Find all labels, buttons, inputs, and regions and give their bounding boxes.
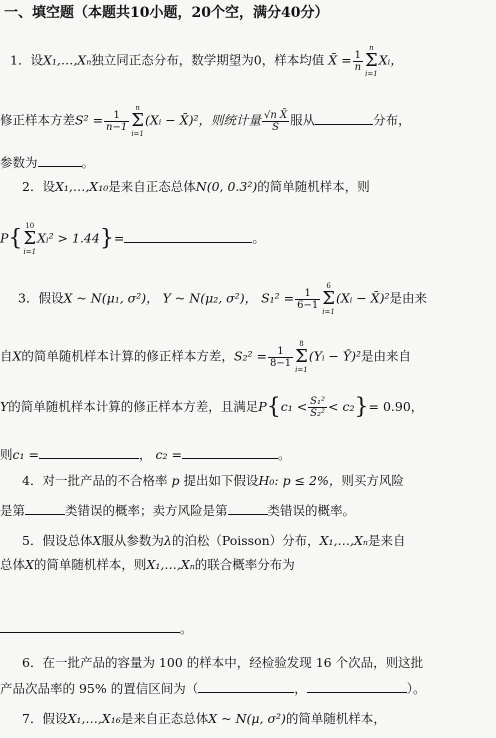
q3-sum-2: 8 Σ i=1 bbox=[295, 340, 308, 374]
question-3-line-3: Y的简单随机样本计算的修正样本方差，且满足P{c₁ < $\frac{\text{S₁²}}{\text{S₂²}}$ < c₂}= 0.90， bbox=[0, 394, 424, 420]
question-2-line-1 bbox=[22, 178, 496, 196]
q4-h0: H₀: p ≤ 2%， bbox=[258, 473, 342, 488]
q1-vars: X₁,…,Xₙ bbox=[42, 52, 92, 68]
q3-text-7: 则 bbox=[0, 447, 13, 462]
q4-text-6: 类错误的概率。 bbox=[267, 503, 356, 518]
q7-vars: X₁,…,X₁₆ bbox=[67, 711, 121, 726]
question-3-line-1 bbox=[18, 282, 496, 316]
q5-text-5: 总体 bbox=[0, 557, 26, 572]
q3-fraction: $\frac{1}{6-1}$ bbox=[297, 287, 319, 311]
q4-blank-buyer[interactable] bbox=[25, 503, 65, 515]
q2-eq: = bbox=[113, 230, 125, 246]
question-6-line-2 bbox=[0, 680, 496, 698]
q1-text-7: 。 bbox=[81, 155, 95, 170]
q4-p: p bbox=[171, 473, 180, 488]
q3-sum: 6 Σ i=1 bbox=[322, 282, 335, 316]
question-5-line-2 bbox=[0, 556, 496, 574]
q3-s2: S₂² = bbox=[233, 348, 267, 364]
q1-statistic: $\frac{\text{√n X̄}}{S}$ bbox=[263, 109, 288, 133]
q3-y: Y bbox=[0, 399, 9, 414]
q3-y-dist: Y ~ N(μ₂, σ²)， bbox=[162, 290, 258, 306]
q1-text-6: 参数为 bbox=[0, 155, 38, 170]
q5-text-7: 的联合概率分布为 bbox=[194, 557, 295, 572]
q2-text-2: 是来自正态总体 bbox=[108, 179, 196, 194]
q2-dist: N(0, 0.3²) bbox=[195, 179, 258, 194]
q4-text-1: 4．对一批产品的不合格率 bbox=[22, 473, 168, 488]
q1-fraction-2: $\frac{1}{n-1}$ bbox=[106, 109, 128, 133]
q1-text-1: 1．设 bbox=[10, 52, 43, 68]
q1-sum-2: n Σ i=1 bbox=[131, 104, 144, 138]
q3-text-6: 的简单随机样本计算的修正样本方差，且满足 bbox=[8, 399, 259, 414]
question-2-line-2: P{ 10 Σ i=1 Xᵢ² > 1.44}= 。 bbox=[0, 222, 265, 256]
question-1-line-3 bbox=[0, 154, 496, 172]
q1-xbar: X̄ = bbox=[328, 52, 352, 68]
question-5-answer bbox=[0, 620, 496, 638]
q3-x-dist: X ~ N(μ₁, σ²)， bbox=[63, 290, 159, 306]
q3-comma: ， bbox=[138, 447, 152, 462]
section-title: 一、填空题（本题共10小题，20个空，满分40分） bbox=[4, 5, 329, 21]
q1-sum2-term: (Xᵢ − X̄)²，则统计量 bbox=[144, 112, 261, 128]
q1-text-5: 分布， bbox=[373, 112, 411, 128]
q1-text-2: 独立同正态分布，数学期望为0，样本均值 bbox=[91, 52, 325, 68]
question-1-line-1 bbox=[10, 44, 496, 78]
q6-comma: ， bbox=[294, 681, 307, 696]
q6-blank-lower[interactable] bbox=[198, 681, 294, 693]
q4-blank-seller[interactable] bbox=[228, 503, 268, 515]
q2-prob: P bbox=[0, 230, 9, 246]
q3-s1: S₁² = bbox=[261, 290, 295, 306]
q5-end: 。 bbox=[180, 621, 193, 636]
q2-end: 。 bbox=[252, 230, 265, 246]
q3-text-4: 是由来自 bbox=[361, 348, 412, 364]
q5-lambda: λ bbox=[163, 533, 172, 548]
q3-c2-label: c₂ = bbox=[155, 447, 182, 462]
q3-ratio: $\frac{\text{S₁²}}{\text{S₂²}}$ bbox=[310, 396, 326, 419]
q3-prob-value: = 0.90， bbox=[368, 399, 424, 414]
q5-x-2: X bbox=[25, 557, 34, 572]
q2-sum: 10 Σ i=1 bbox=[23, 222, 37, 256]
q4-text-4: 是第 bbox=[0, 503, 26, 518]
q2-vars: X₁,…,X₁₀ bbox=[54, 179, 109, 194]
question-4-line-2 bbox=[0, 502, 496, 520]
q3-c1-label: c₁ = bbox=[12, 447, 39, 462]
question-4-line-1 bbox=[22, 472, 496, 490]
q7-text-1: 7．假设 bbox=[22, 711, 68, 726]
q3-blank-c2[interactable] bbox=[182, 447, 278, 459]
question-3-line-2 bbox=[0, 340, 496, 374]
q4-text-5: 类错误的概率；卖方风险是第 bbox=[65, 503, 228, 518]
q2-sum-term: Xᵢ² > 1.44 bbox=[37, 230, 100, 246]
q2-blank[interactable] bbox=[124, 231, 252, 243]
q1-blank-distribution[interactable] bbox=[315, 113, 373, 125]
q7-text-2: 是来自正态总体 bbox=[120, 711, 209, 726]
q5-text-6: 的简单随机样本，则 bbox=[33, 557, 147, 572]
q6-blank-upper[interactable] bbox=[307, 681, 407, 693]
q3-c2-ineq: < c₂ bbox=[328, 399, 355, 414]
q5-blank[interactable] bbox=[0, 621, 180, 633]
q5-text-1: 5．假设总体 bbox=[22, 533, 93, 548]
q1-s2: S² = bbox=[75, 112, 104, 128]
q3-text-2: 是由来 bbox=[389, 290, 427, 306]
question-3-line-4 bbox=[0, 446, 496, 464]
question-5-line-1 bbox=[22, 532, 496, 550]
q7-text-3: 的简单随机样本， bbox=[285, 711, 386, 726]
q4-text-2: 提出如下假设 bbox=[183, 473, 259, 488]
q3-fraction-2: $\frac{1}{8-1}$ bbox=[269, 345, 292, 369]
question-6-line-1 bbox=[22, 654, 496, 672]
q5-text-3: 的泊松（Poisson）分布， bbox=[171, 533, 320, 548]
question-7-line-1 bbox=[22, 710, 496, 728]
q1-text-4: 服从 bbox=[290, 112, 316, 128]
q5-text-4: 是来自 bbox=[367, 533, 406, 548]
question-1-line-2 bbox=[0, 104, 496, 138]
q3-text-1: 3．假设 bbox=[18, 290, 64, 306]
q3-blank-c1[interactable] bbox=[39, 447, 139, 459]
q1-blank-parameter[interactable] bbox=[38, 155, 82, 167]
q3-c1-ineq: c₁ < bbox=[280, 399, 308, 414]
q3-x: X bbox=[12, 348, 22, 364]
q1-text-3: 修正样本方差 bbox=[0, 112, 76, 128]
q3-prob: P bbox=[258, 399, 267, 414]
q3-text-3: 自 bbox=[0, 348, 13, 364]
q3-end: 。 bbox=[277, 447, 291, 462]
q6-text-2: 产品次品率的 95% 的置信区间为（ bbox=[0, 681, 199, 696]
q3-sum-term: (Xᵢ − X̄)² bbox=[335, 290, 390, 306]
q5-vars-2: X₁,…,Xₙ bbox=[146, 557, 195, 572]
q2-text-1: 2．设 bbox=[22, 179, 55, 194]
q3-sum2-term: (Yᵢ − Ȳ)² bbox=[308, 348, 362, 364]
q2-text-3: 的简单随机样本，则 bbox=[257, 179, 370, 194]
q6-text-1: 6．在一批产品的容量为 100 的样本中，经检验发现 16 个次品，则这批 bbox=[22, 655, 424, 670]
q5-vars: X₁,…,Xₙ bbox=[319, 533, 368, 548]
q5-text-2: 服从参数为 bbox=[101, 533, 164, 548]
q5-x: X bbox=[92, 533, 102, 548]
q6-end: ）。 bbox=[406, 681, 426, 696]
q1-sum: n Σ i=1 bbox=[365, 44, 378, 78]
q3-text-3c: 的简单随机样本计算的修正样本方差， bbox=[21, 348, 234, 364]
q7-dist: X ~ N(μ, σ²) bbox=[208, 711, 286, 726]
q1-sum-term: Xᵢ， bbox=[378, 52, 403, 68]
q1-fraction: $\frac{1}{n}$ bbox=[354, 49, 362, 73]
q4-text-3: 则买方风险 bbox=[341, 473, 404, 488]
